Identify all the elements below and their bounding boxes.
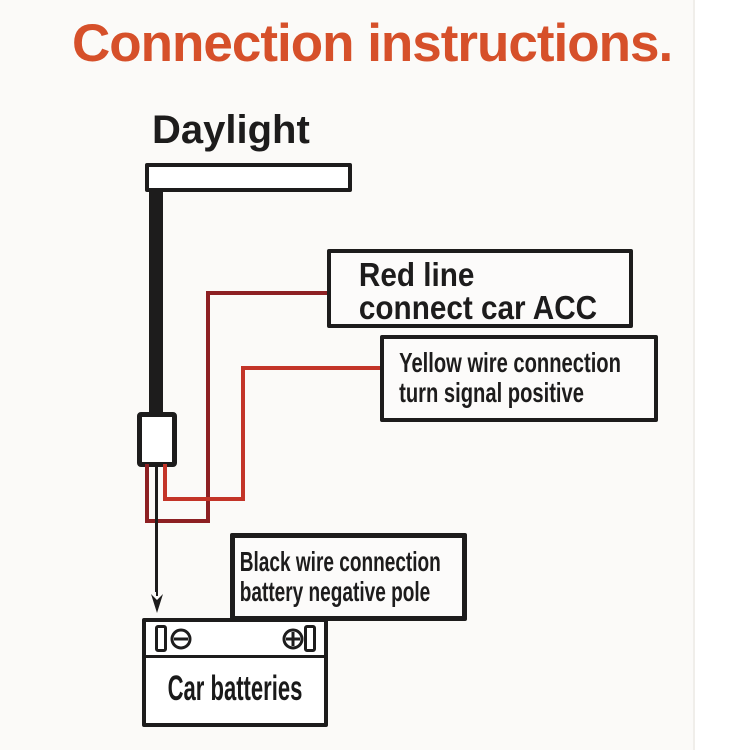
connector-module [137,412,177,467]
red-line-acc-label-box [327,249,633,328]
daylight-lamp-bar [145,163,352,192]
battery-right-terminal [304,625,316,652]
yellow-wire-label-box [380,335,658,422]
yellow-wire-segment-v2 [241,366,245,501]
black-wire-segment [155,464,158,592]
battery-left-terminal [155,625,167,652]
yellow-wire-segment-h1 [163,497,245,501]
car-battery-box [142,618,328,727]
yellow-wire-label-line2: turn signal positive [399,377,584,408]
red-line-acc-label-line2: connect car ACC [358,289,598,326]
battery-label: Car batteries [167,669,303,708]
black-wire-label-line2: battery negative pole [239,576,431,607]
red-line-acc-label-line1: Red line [358,256,475,293]
red-wire-acc-segment-v1 [145,464,149,523]
daylight-label: Daylight [152,108,310,152]
minus-terminal-icon [170,628,192,650]
down-arrow-icon [148,588,166,614]
plus-terminal-icon [282,628,304,650]
yellow-wire-label-line1: Yellow wire connection [399,347,621,378]
page-title: Connection instructions. [72,14,673,73]
red-wire-acc-segment-h2 [206,291,329,295]
main-harness-wire [149,190,163,414]
red-wire-acc-segment-v2 [206,291,210,523]
yellow-wire-segment-h2 [241,366,382,370]
black-wire-label-box [230,533,467,621]
yellow-wire-segment-v1 [163,464,167,501]
photo-page-edge [693,0,750,750]
black-wire-label-line1: Black wire connection [239,546,441,577]
battery-label-area [146,658,324,720]
battery-terminal-strip [146,622,324,658]
